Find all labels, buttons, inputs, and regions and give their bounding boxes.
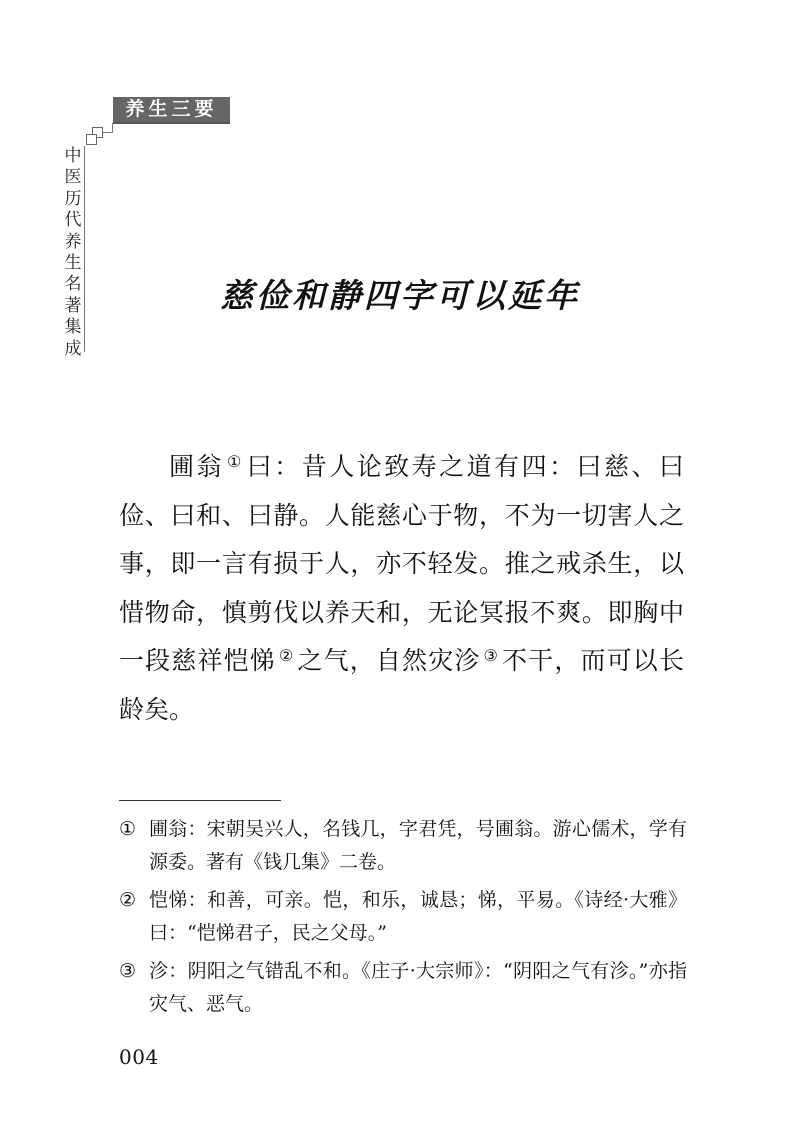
section-tab-underline [113,122,230,124]
page-number: 004 [119,1045,159,1069]
footnote-marker: ③ [119,960,137,982]
footnote-text: 恺悌：和善，可亲。恺，和乐，诚恳；悌，平易。《诗经·大雅》曰：“恺悌君子，民之父母。” [149,889,687,944]
footnote-item [119,813,687,879]
body-text-segment: 不干，而可以长龄矣。 [119,646,684,724]
ornament-connector-vertical [112,123,113,133]
footnote-ref-1: ① [226,452,244,471]
footnote-list [119,813,687,1026]
footnote-text: 圃翁：宋朝吴兴人，名钱几，字君凭，号圃翁。游心儒术，学有源委。著有《钱几集》二卷。 [149,818,687,873]
section-tab: 养生三要 [113,97,230,122]
body-paragraph [119,443,684,734]
footnote-ref-2: ② [278,646,295,665]
footnote-marker: ② [119,889,137,911]
corner-ornament-lower [86,134,97,145]
series-title-rule [84,146,85,352]
footnote-ref-3: ③ [483,646,500,665]
body-text-segment: 之气，自然灾沴 [297,646,481,675]
footnote-marker: ① [119,818,137,840]
footnote-item [119,955,687,1021]
chapter-title: 慈俭和静四字可以延年 [220,276,580,316]
series-title-vertical: 中医历代养生名著集成 [64,146,82,359]
footnote-text: 沴：阴阳之气错乱不和。《庄子·大宗师》：“阴阳之气有沴。”亦指灾气、恶气。 [149,960,687,1015]
footnote-separator [119,800,281,801]
body-text-segment: 曰：昔人论致寿之道有四：曰慈、曰俭、曰和、曰静。人能慈心于物，不为一切害人之事，即一言有损于人，亦不轻发。推之戒杀生，以惜物命，慎剪伐以养天和，无论冥报不爽。即胸中一段慈祥恺悌 [119,452,684,675]
footnote-item [119,884,687,950]
body-text-segment: 圃翁 [169,452,224,481]
